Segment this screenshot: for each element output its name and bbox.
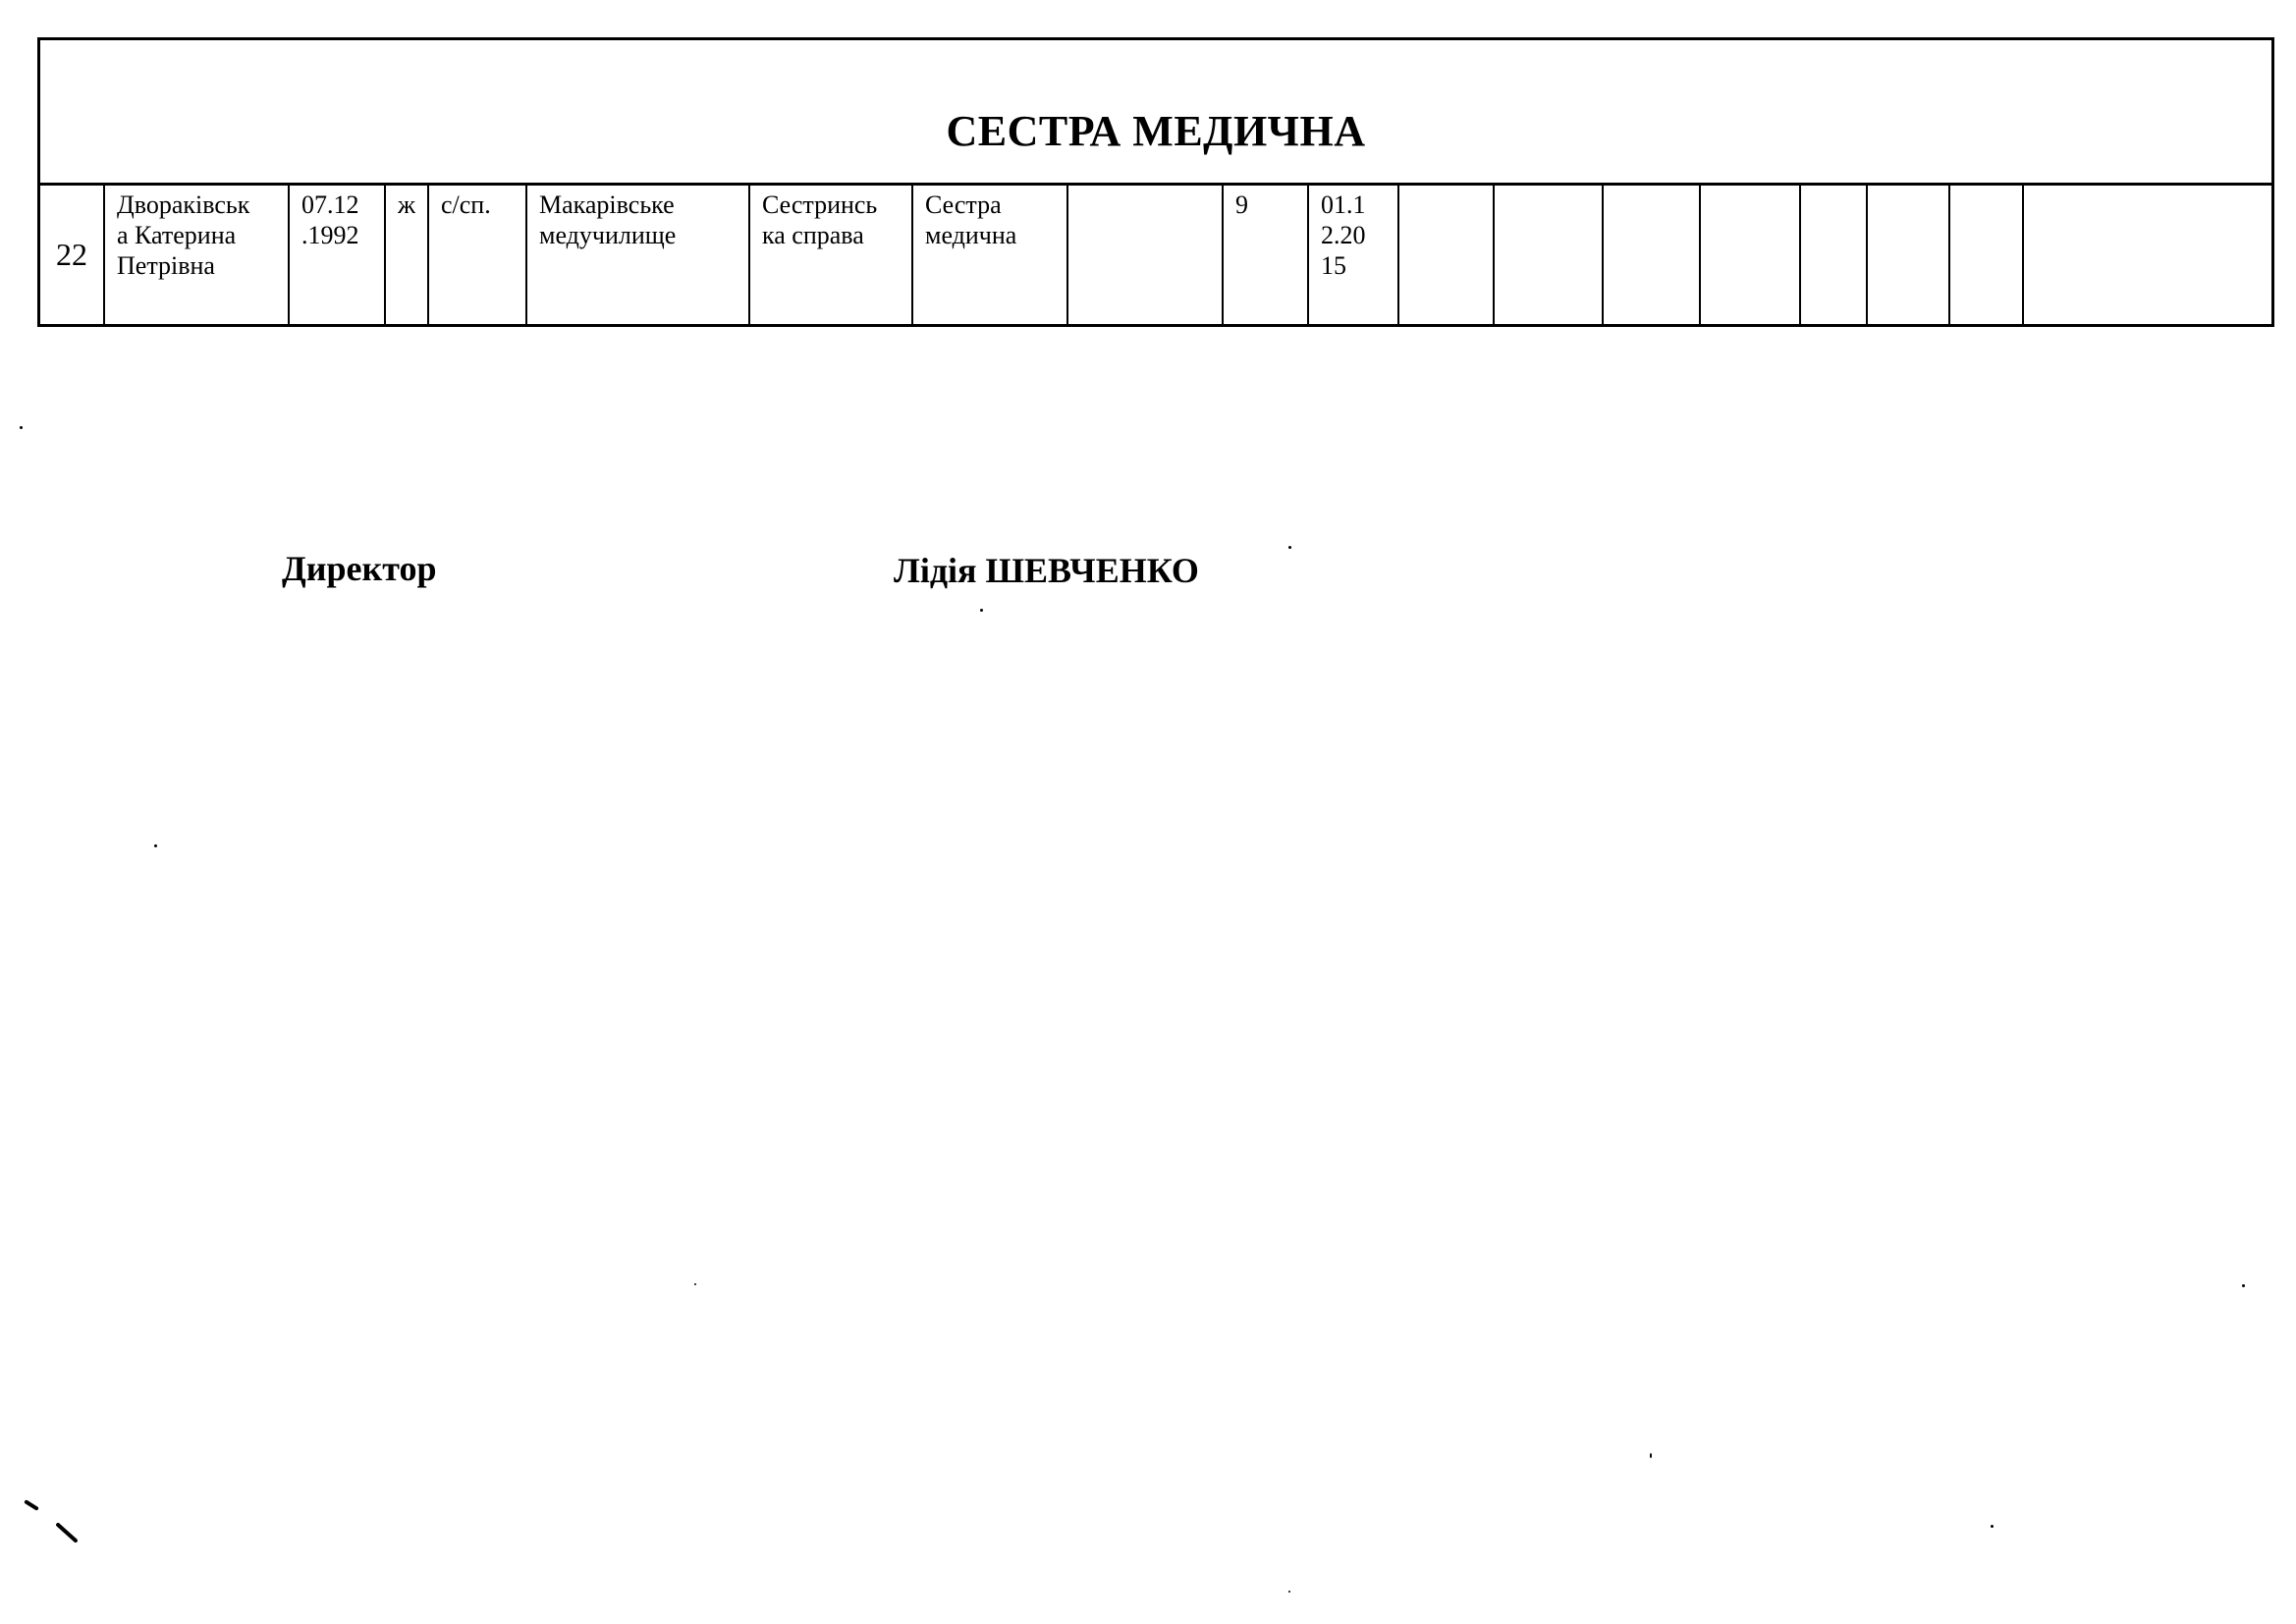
scan-mark (24, 1499, 39, 1511)
staff-register-table (37, 37, 2274, 327)
empty-cell (1068, 186, 1224, 324)
date: 01.1 2.20 15 (1309, 186, 1399, 324)
scan-speck (694, 1283, 696, 1285)
empty-cell (1701, 186, 1801, 324)
signatory-role: Директор (282, 549, 437, 588)
empty-cell (1868, 186, 1950, 324)
empty-cell (1495, 186, 1604, 324)
specialty: Сестринсь ка справа (750, 186, 913, 324)
educational-institution: Макарівське медучилище (527, 186, 750, 324)
empty-cell (1604, 186, 1701, 324)
empty-cell (1950, 186, 2024, 324)
scan-speck (1991, 1525, 1994, 1528)
signatory-name: Лідія ШЕВЧЕНКО (894, 551, 1199, 590)
sex: ж (386, 186, 429, 324)
scan-speck (2242, 1284, 2245, 1287)
scan-speck (1650, 1453, 1652, 1458)
section-title: СЕСТРА МЕДИЧНА (946, 107, 1366, 155)
education-level: с/сп. (429, 186, 527, 324)
employee-full-name: Двораківськ а Катерина Петрівна (105, 186, 290, 324)
scan-speck (1288, 1591, 1290, 1593)
scan-speck (20, 426, 23, 429)
grade: 9 (1224, 186, 1309, 324)
row-number: 22 (40, 186, 105, 324)
table-row (40, 186, 2271, 324)
qualification: Сестра медична (913, 186, 1068, 324)
empty-cell (1801, 186, 1868, 324)
empty-cell (2024, 186, 2271, 324)
birth-date: 07.12 .1992 (290, 186, 386, 324)
scan-speck (1288, 546, 1291, 549)
empty-cell (1399, 186, 1495, 324)
section-header (40, 40, 2271, 186)
scan-speck (980, 609, 983, 612)
scan-mark (55, 1522, 78, 1543)
scan-speck (154, 844, 157, 847)
